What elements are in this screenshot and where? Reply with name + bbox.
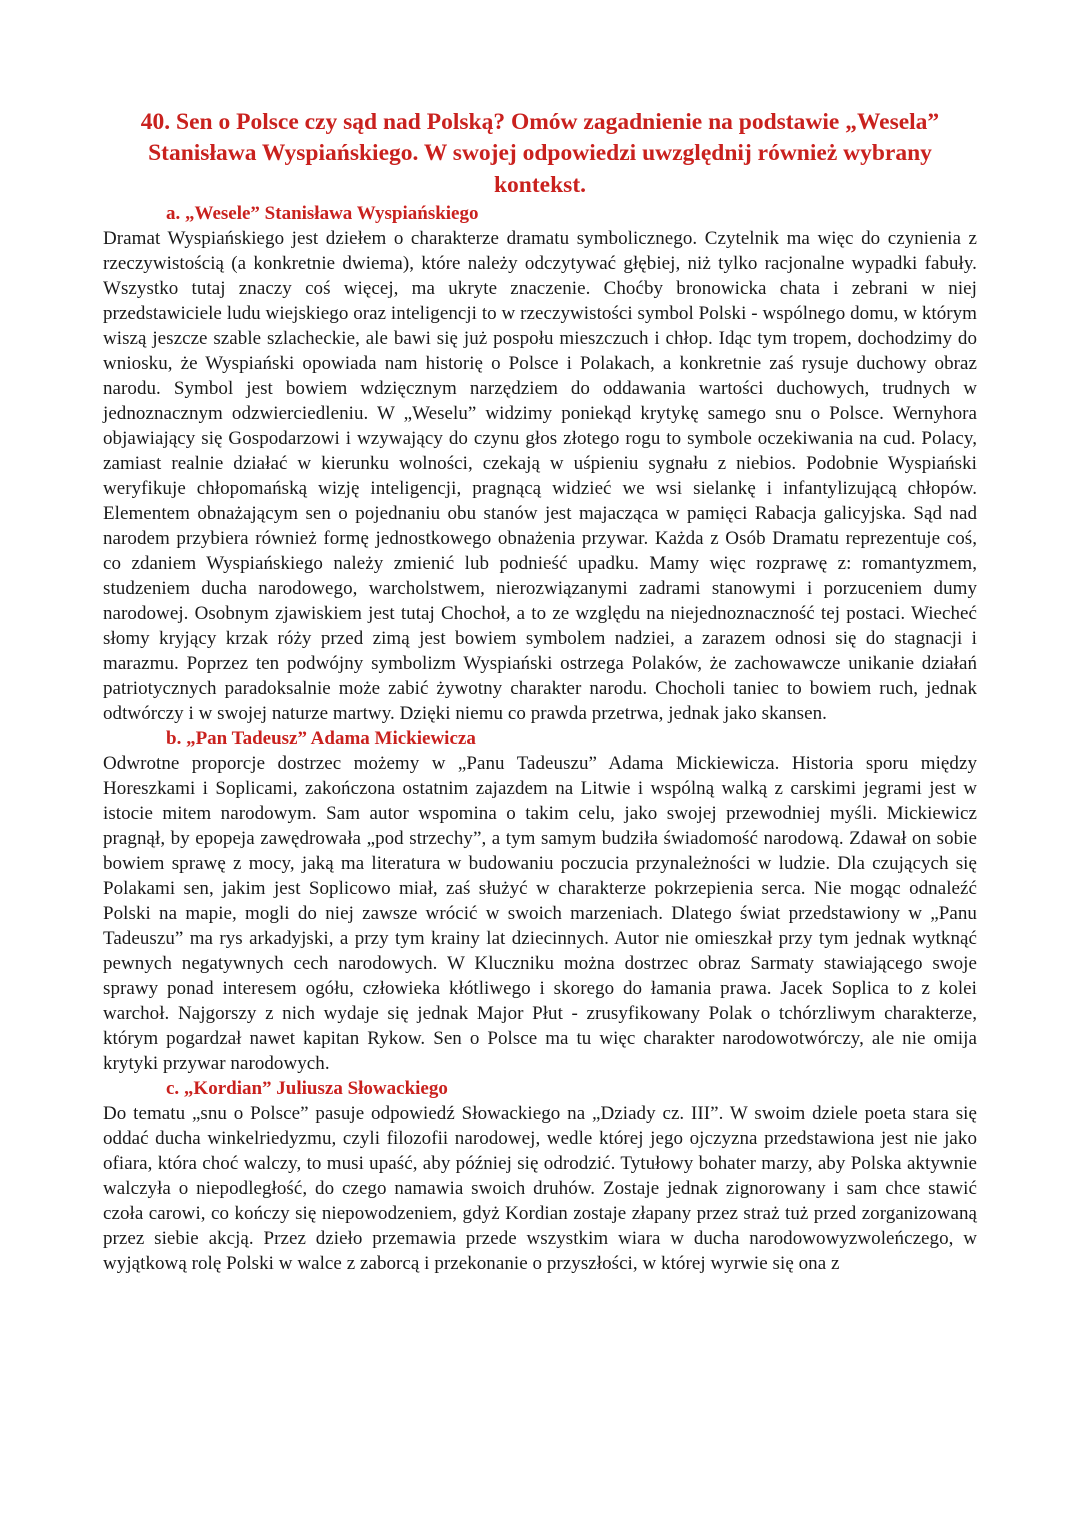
section-paragraph: Dramat Wyspiańskiego jest dziełem o charakterze dramatu symbolicznego. Czytelnik ma więc do czynienia z rzeczywistością (a konkretnie dwiema), które należy odczytywać głębiej, niż tylko racjonalne wypadki fabuły. Wszystko tutaj znaczy coś więcej, ma ukryte znaczenie. Choćby bronowicka chata i zebrani w niej przedstawiciele ludu wiejskiego oraz inteligencji to w rzeczywistości symbol Polski - wspólnego domu, w którym wiszą jeszcze szable szlacheckie, ale bawi się już pospołu mieszczuch i chłop. Idąc tym tropem, dochodzimy do wniosku, że Wyspiański opowiada nam historię o Polsce i Polakach, a konkretnie zaś rysuje duchowy obraz narodu. Symbol jest bowiem wdzięcznym narzędziem do oddawania wartości duchowych, trudnych w jednoznacznym odzwierciedleniu. W „Weselu” widzimy poniekąd krytykę samego snu o Polsce. Wernyhora objawiający się Gospodarzowi i wzywający do czynu głos złotego rogu to symbole oczekiwania na cud. Polacy, zamiast realnie działać w kierunku wolności, czekają w uśpieniu sygnału z niebios. Podobnie Wyspiański weryfikuje chłopomańską wizję inteligencji, pragnącą widzieć we wsi sielankę i infantylizującą chłopów. Elementem obnażającym sen o pojednaniu obu stanów jest majacząca w pamięci Rabacja galicyjska. Sąd nad narodem przybiera również formę jednostkowego obnażenia przywar. Każda z Osób Dramatu reprezentuje coś, co zdaniem Wyspiańskiego należy zmienić lub podnieść upadku. Mamy więc rozprawę z: romantyzmem, studzeniem ducha narodowego, warcholstwem, nierozwiązanymi zadrami stanowymi i porzuceniem dumy narodowej. Osobnym zjawiskiem jest tutaj Chochoł, a to ze względu na niejednoznaczność tej postaci. Wiecheć słomy kryjący krzak róży przed zimą jest bowiem symbolem nadziei, a zarazem odnosi się do stagnacji i marazmu. Poprzez ten podwójny symbolizm Wyspiański ostrzega Polaków, że zachowawcze unikanie działań patriotycznych paradoksalnie może zabić żywotny charakter narodu. Chocholi taniec to bowiem ruch, jednak odtwórczy i w swojej naturze martwy. Dzięki niemu co prawda przetrwa, jednak jako skansen. <box>103 227 977 724</box>
section-paragraph: Odwrotne proporcje dostrzec możemy w „Panu Tadeuszu” Adama Mickiewicza. Historia sporu między Horeszkami i Soplicami, zakończona ostatnim zajazdem na Litwie i wspólną walką z carskimi jegrami jest w istocie mitem narodowym. Sam autor wspomina o takim celu, jako swojej przewodniej myśli. Mickiewicz pragnął, by epopeja zawędrowała „pod strzechy”, a tym samym budziła świadomość narodową. Zdawał on sobie bowiem sprawę z mocy, jaką ma literatura w budowaniu poczucia przynależności w ludzie. Dla czujących się Polakami sen, jakim jest Soplicowo miał, zaś służyć w charakterze pokrzepienia serca. Nie mogąc odnaleźć Polski na mapie, mogli do niej zawsze wrócić w swoich marzeniach. Dlatego świat przedstawiony w „Panu Tadeuszu” ma rys arkadyjski, a przy tym krainy lat dziecinnych. Autor nie omieszkał przy tym jednak wytknąć pewnych negatywnych cech narodowych. W Kluczniku można dostrzec obraz Sarmaty stawiającego swoje sprawy ponad interesem ogółu, człowieka kłótliwego i skorego do łamania prawa. Jacek Soplica to z kolei warchoł. Najgorszy z nich wydaje się jednak Major Płut - zrusyfikowany Polak o tchórzliwym charakterze, którym pogardzał nawet kapitan Rykow. Sen o Polsce ma tu więc charakter narodowotwórczy, ale nie omija krytyki przywar narodowych. <box>103 752 977 1074</box>
section-heading: b. „Pan Tadeusz” Adama Mickiewicza <box>166 727 476 749</box>
section-kordian <box>103 1076 977 1276</box>
document-title: 40. Sen o Polsce czy sąd nad Polską? Omów zagadnienie na podstawie „Wesela” Stanisława Wyspiańskiego. W swojej odpowiedzi uwzględnij również wybrany kontekst. <box>140 109 940 198</box>
document-page <box>103 107 977 1276</box>
section-heading: c. „Kordian” Juliusza Słowackiego <box>166 1077 448 1099</box>
section-pan-tadeusz <box>103 726 977 1076</box>
section-paragraph: Do tematu „snu o Polsce” pasuje odpowiedź Słowackiego na „Dziady cz. III”. W swoim dziele poeta stara się oddać ducha winkelriedyzmu, czyli filozofii narodowej, wedle której jego ojczyzna przedstawiona jest nie jako ofiara, która choć walczy, to musi upaść, aby później się odrodzić. Tytułowy bohater marzy, aby Polska aktywnie walczyła o niepodległość, do czego namawia swoich druhów. Zostaje jednak zignorowany i sam chce stawić czoła carowi, co kończy się niepowodzeniem, gdyż Kordian zostaje złapany przez straż tuż przed zorganizowaną przez siebie akcją. Przez dzieło przemawia przede wszystkim wiara w ducha narodowowyzwoleńczego, w wyjątkową rolę Polski w walce z zaborcą i przekonanie o przyszłości, w której wyrwie się ona z <box>103 1102 977 1274</box>
section-heading: a. „Wesele” Stanisława Wyspiańskiego <box>166 202 479 224</box>
section-wesele <box>103 201 977 726</box>
